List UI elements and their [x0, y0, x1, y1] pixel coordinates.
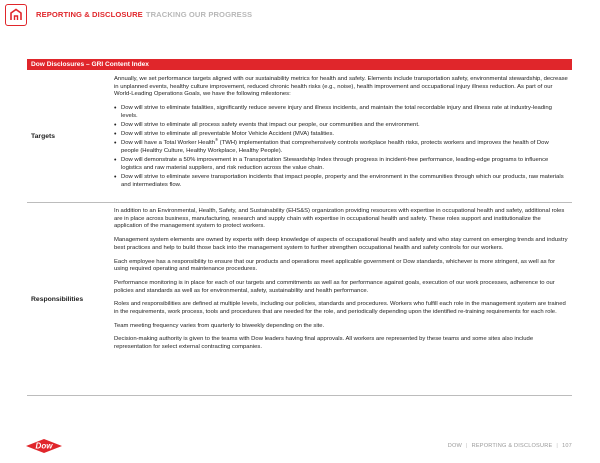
dow-logo: [25, 438, 63, 454]
table-title: Dow Disclosures – GRI Content Index: [27, 59, 572, 70]
gri-content-table: [27, 59, 572, 396]
breadcrumb: [36, 10, 252, 19]
paragraph: Decision-making authority is given to the teams with Dow leaders having final approvals. All workers are represented by these teams and some sites also include representation for select external contracting companies.: [114, 336, 534, 351]
paragraph: Roles and responsibilities are defined at multiple levels, including our policies, standards and procedures. Workers who fulfill each role in the management system are trained in the requirements, work process, tools and procedures that are needed for the role, and periodically depending upon the identified re-training requirements for each role.: [114, 301, 566, 316]
paragraph: In addition to an Environmental, Health, Safety, and Sustainability (EHS&S) organization providing resources with expertise in occupational health and safety, additional roles are in place across business, manufacturing, research and supply chain with expertise in occupational health and safety. These roles support and institutionalize the application of the management system to protect workers.: [114, 208, 565, 230]
section-title[interactable]: REPORTING & DISCLOSURE: [36, 10, 143, 19]
page-number: 107: [562, 443, 572, 449]
paragraph: Performance monitoring is in place for each of our targets and commitments as well as for performance against goals, execution of our work processes, adherence to our policies and standards as well as for environmental, safety, sustainability and health performance.: [114, 279, 555, 294]
bullet-text-rest: (TWH) implementation that comprehensively controls workplace health risks, protects workers and improves the health of Dow people (Healthy Culture, Healthy Workplace, Healthy People).: [121, 140, 549, 155]
paragraph: Each employee has a responsibility to ensure that our products and operations meet applicable government or Dow standards, whichever is more stringent, as well as for using required operating and maintenance procedures.: [114, 258, 556, 273]
bullet-text: Dow will have a Total Worker Health: [121, 140, 216, 147]
row-content-responsibilities: [114, 203, 572, 395]
footer-company: DOW: [447, 443, 462, 449]
row-label-targets: Targets: [31, 132, 56, 140]
logo-text: Dow: [35, 441, 53, 451]
registered-mark: ®: [215, 137, 219, 143]
list-item: [114, 137, 568, 155]
list-item: • Dow will strive to eliminate fatalities, significantly reduce severe injury and illness incidents, and maintain the total recordable injury and illness rate at industry-leading levels.: [114, 105, 568, 120]
subsection-title[interactable]: TRACKING OUR PROGRESS: [145, 10, 253, 19]
paragraph: Team meeting frequency varies from quarterly to biweekly depending on the site.: [114, 322, 325, 329]
paragraph: Management system elements are owned by experts with deep knowledge of aspects of occupational health and safety and who stay current on emerging trends and industry best practices and help to build those back into the management system to further strengthen occupational health and safety controls for our workers.: [114, 237, 568, 251]
page-header: [0, 0, 600, 30]
list-item: • Dow will demonstrate a 50% improvement in a Transportation Stewardship Index through progress in incident-free performance, leading-edge programs to influence logistics and raw material suppliers, and risk reduction across the value chain.: [114, 157, 568, 172]
table-row-responsibilities: [27, 203, 572, 396]
targets-intro: Annually, we set performance targets aligned with our sustainability metrics for health and safety. Elements include transportation safety, environmental stewardship, decrease in unplanned events, healthy culture improvement, reduced chronic health risks (e.g., noise), health improvement and occupational injury illness reduction. As part of our World-Leading Operations Goals, we have the following milestones:: [114, 76, 568, 98]
row-label-responsibilities: Responsibilities: [31, 295, 84, 303]
list-item: • Dow will strive to eliminate severe transportation incidents that impact people, property and the environment in the communities through which our products, raw materials and intermediates flow.: [114, 174, 568, 189]
table-row-targets: [27, 70, 572, 203]
list-item: • Dow will strive to eliminate all process safety events that impact our people, our communities and the environment.: [114, 122, 568, 130]
page-footer: DOW | REPORTING & DISCLOSURE | 107: [447, 443, 572, 449]
list-item: • Dow will strive to eliminate all preventable Motor Vehicle Accident (MVA) fatalities.: [114, 131, 568, 139]
footer-section: REPORTING & DISCLOSURE: [471, 443, 553, 449]
milestones-list: [114, 105, 568, 190]
home-icon[interactable]: [5, 4, 27, 26]
row-content-targets: [114, 70, 572, 202]
